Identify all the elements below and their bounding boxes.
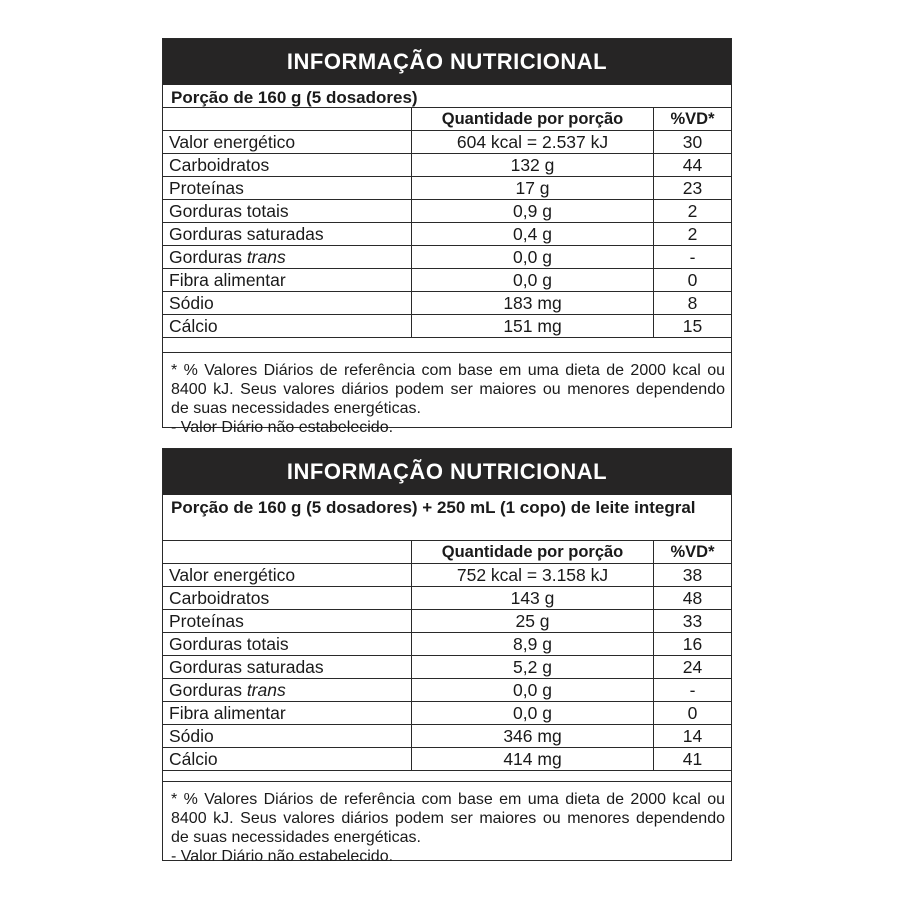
nutrition-table (163, 541, 731, 771)
nutrient-quantity: 346 mg (412, 725, 654, 748)
table-row (163, 177, 731, 200)
nutrient-quantity: 752 kcal = 3.158 kJ (412, 564, 654, 587)
nutrient-name: Proteínas (163, 177, 412, 200)
nutrient-quantity: 132 g (412, 154, 654, 177)
portion-label: Porção de 160 g (5 dosadores) + 250 mL (1 copo) de leite integral (163, 495, 731, 541)
nutrient-vd: 0 (654, 702, 732, 725)
portion-label: Porção de 160 g (5 dosadores) (163, 85, 731, 108)
nutrient-name: Cálcio (163, 748, 412, 771)
nutrient-quantity: 0,0 g (412, 679, 654, 702)
nutrient-name: Carboidratos (163, 154, 412, 177)
nutrition-table (163, 108, 731, 338)
nutrient-name: Gorduras totais (163, 633, 412, 656)
nutrient-vd: 48 (654, 587, 732, 610)
footnote-text: * % Valores Diários de referência com base em uma dieta de 2000 kcal ou 8400 kJ. Seus valores diários podem ser maiores ou menores dependendo de suas necessidades energéticas. (171, 791, 725, 846)
header-vd: %VD* (654, 108, 732, 131)
nutrient-name: Gorduras saturadas (163, 223, 412, 246)
nutrient-name: Valor energético (163, 564, 412, 587)
table-row (163, 269, 731, 292)
header-vd: %VD* (654, 541, 732, 564)
nutrient-quantity: 8,9 g (412, 633, 654, 656)
panel-title: INFORMAÇÃO NUTRICIONAL (163, 449, 731, 495)
nutrient-vd: 0 (654, 269, 732, 292)
header-quantity: Quantidade por porção (412, 541, 654, 564)
nutrient-name (163, 679, 412, 702)
header-quantity: Quantidade por porção (412, 108, 654, 131)
footnote (163, 352, 731, 437)
nutrient-name: Sódio (163, 725, 412, 748)
nutrient-name-italic: trans (246, 679, 286, 700)
nutrient-quantity: 143 g (412, 587, 654, 610)
nutrient-quantity: 0,4 g (412, 223, 654, 246)
nutrient-vd: 23 (654, 177, 732, 200)
table-row (163, 702, 731, 725)
nutrient-quantity: 604 kcal = 2.537 kJ (412, 131, 654, 154)
nutrient-quantity: 0,9 g (412, 200, 654, 223)
panel-title: INFORMAÇÃO NUTRICIONAL (163, 39, 731, 85)
table-header-row (163, 108, 731, 131)
nutrition-panel-2 (162, 448, 732, 865)
nutrient-quantity: 0,0 g (412, 269, 654, 292)
nutrient-vd: 2 (654, 223, 732, 246)
nutrient-name-italic: trans (246, 246, 286, 267)
nutrient-quantity: 25 g (412, 610, 654, 633)
nutrient-quantity: 183 mg (412, 292, 654, 315)
nutrient-vd: 33 (654, 610, 732, 633)
table-row (163, 610, 731, 633)
nutrient-vd: 2 (654, 200, 732, 223)
table-header-row (163, 541, 731, 564)
table-row (163, 587, 731, 610)
nutrient-vd: 41 (654, 748, 732, 771)
header-blank (163, 108, 412, 131)
nutrient-quantity: 17 g (412, 177, 654, 200)
nutrient-name-prefix: Gorduras (169, 679, 247, 700)
nutrient-vd: 14 (654, 725, 732, 748)
nutrient-vd: 16 (654, 633, 732, 656)
nutrient-vd: 38 (654, 564, 732, 587)
table-row (163, 200, 731, 223)
nutrient-name: Carboidratos (163, 587, 412, 610)
table-row (163, 246, 731, 269)
nutrient-name: Gorduras totais (163, 200, 412, 223)
nutrient-name (163, 246, 412, 269)
header-blank (163, 541, 412, 564)
footnote-not-established: - Valor Diário não estabelecido. (171, 419, 394, 436)
table-row (163, 656, 731, 679)
nutrient-name: Fibra alimentar (163, 269, 412, 292)
nutrient-name: Proteínas (163, 610, 412, 633)
nutrient-name: Sódio (163, 292, 412, 315)
table-row (163, 725, 731, 748)
nutrient-vd: - (654, 246, 732, 269)
nutrient-vd: 24 (654, 656, 732, 679)
table-row (163, 633, 731, 656)
nutrient-vd: - (654, 679, 732, 702)
table-row (163, 748, 731, 771)
nutrient-quantity: 5,2 g (412, 656, 654, 679)
table-row (163, 154, 731, 177)
nutrient-quantity: 151 mg (412, 315, 654, 338)
nutrition-panel-1 (162, 38, 732, 436)
table-row (163, 292, 731, 315)
nutrient-name-prefix: Gorduras (169, 246, 247, 267)
footnote (163, 781, 731, 866)
table-row (163, 223, 731, 246)
nutrient-vd: 44 (654, 154, 732, 177)
footnote-not-established: - Valor Diário não estabelecido. (171, 848, 394, 865)
footnote-text: * % Valores Diários de referência com base em uma dieta de 2000 kcal ou 8400 kJ. Seus valores diários podem ser maiores ou menores dependendo de suas necessidades energéticas. (171, 362, 725, 417)
nutrient-vd: 30 (654, 131, 732, 154)
nutrient-name: Valor energético (163, 131, 412, 154)
nutrient-vd: 15 (654, 315, 732, 338)
table-row (163, 315, 731, 338)
nutrient-quantity: 0,0 g (412, 246, 654, 269)
table-row (163, 131, 731, 154)
nutrient-name: Gorduras saturadas (163, 656, 412, 679)
nutrient-vd: 8 (654, 292, 732, 315)
table-row (163, 564, 731, 587)
table-row (163, 679, 731, 702)
nutrient-quantity: 0,0 g (412, 702, 654, 725)
nutrient-quantity: 414 mg (412, 748, 654, 771)
nutrient-name: Fibra alimentar (163, 702, 412, 725)
nutrient-name: Cálcio (163, 315, 412, 338)
